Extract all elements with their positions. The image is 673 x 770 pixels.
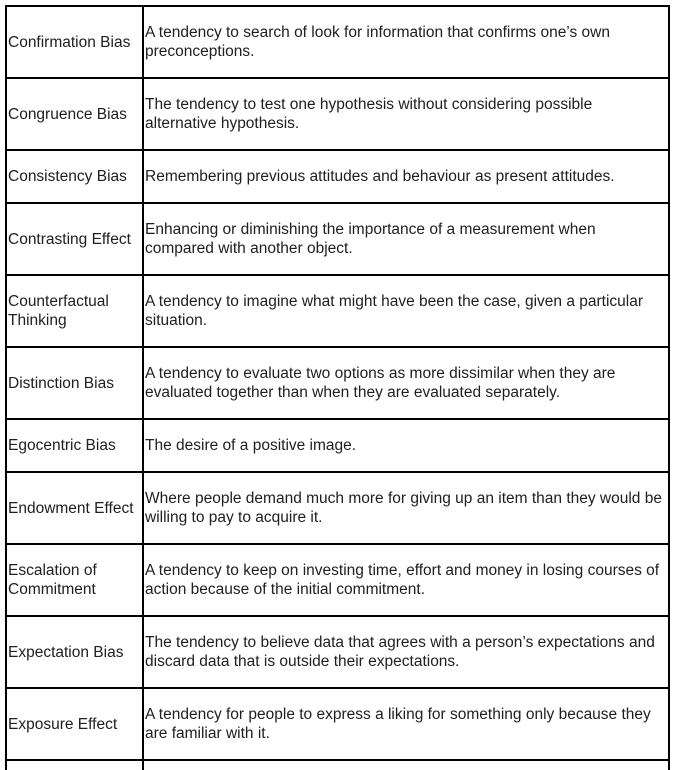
table-row (6, 472, 669, 544)
definition-cell: The tendency to test one hypothesis without considering possible alternative hypothesis. (143, 78, 669, 150)
definition-cell: A tendency to search of look for information that confirms one’s own preconceptions. (143, 6, 669, 78)
definition-cell: Remembering previous attitudes and behaviour as present attitudes. (143, 150, 669, 203)
term-cell: Confirmation Bias (6, 6, 143, 78)
definition-cell: A tendency for people to express a liking for something only because they are familiar with it. (143, 688, 669, 760)
table-row (6, 544, 669, 616)
table-row (6, 688, 669, 760)
term-cell: Expectation Bias (6, 616, 143, 688)
term-cell: Egocentric Bias (6, 419, 143, 472)
table-row (6, 203, 669, 275)
definition-cell: Enhancing or diminishing the importance of a measurement when compared with another object. (143, 203, 669, 275)
definition-cell: The tendency to believe data that agrees with a person’s expectations and discard data that is outside their expectations. (143, 616, 669, 688)
term-cell: Congruence Bias (6, 78, 143, 150)
table-row (6, 419, 669, 472)
table-row-partial (6, 760, 669, 770)
table-row (6, 275, 669, 347)
term-cell: Distinction Bias (6, 347, 143, 419)
table-row (6, 78, 669, 150)
term-cell: Endowment Effect (6, 472, 143, 544)
term-cell: Exposure Effect (6, 688, 143, 760)
bias-definitions-table (5, 5, 670, 770)
term-cell: Counterfactual Thinking (6, 275, 143, 347)
definition-cell: Where people demand much more for giving up an item than they would be willing to pay to acquire it. (143, 472, 669, 544)
term-cell: Escalation of Commitment (6, 544, 143, 616)
table-row (6, 150, 669, 203)
table-row (6, 6, 669, 78)
term-cell: Contrasting Effect (6, 203, 143, 275)
table-row (6, 347, 669, 419)
definition-cell: The desire of a positive image. (143, 419, 669, 472)
term-cell-empty (6, 760, 143, 770)
table-row (6, 616, 669, 688)
definition-cell: A tendency to evaluate two options as more dissimilar when they are evaluated together than when they are evaluated separately. (143, 347, 669, 419)
term-cell: Consistency Bias (6, 150, 143, 203)
definition-cell-empty (143, 760, 669, 770)
definition-cell: A tendency to keep on investing time, effort and money in losing courses of action because of the initial commitment. (143, 544, 669, 616)
definition-cell: A tendency to imagine what might have been the case, given a particular situation. (143, 275, 669, 347)
